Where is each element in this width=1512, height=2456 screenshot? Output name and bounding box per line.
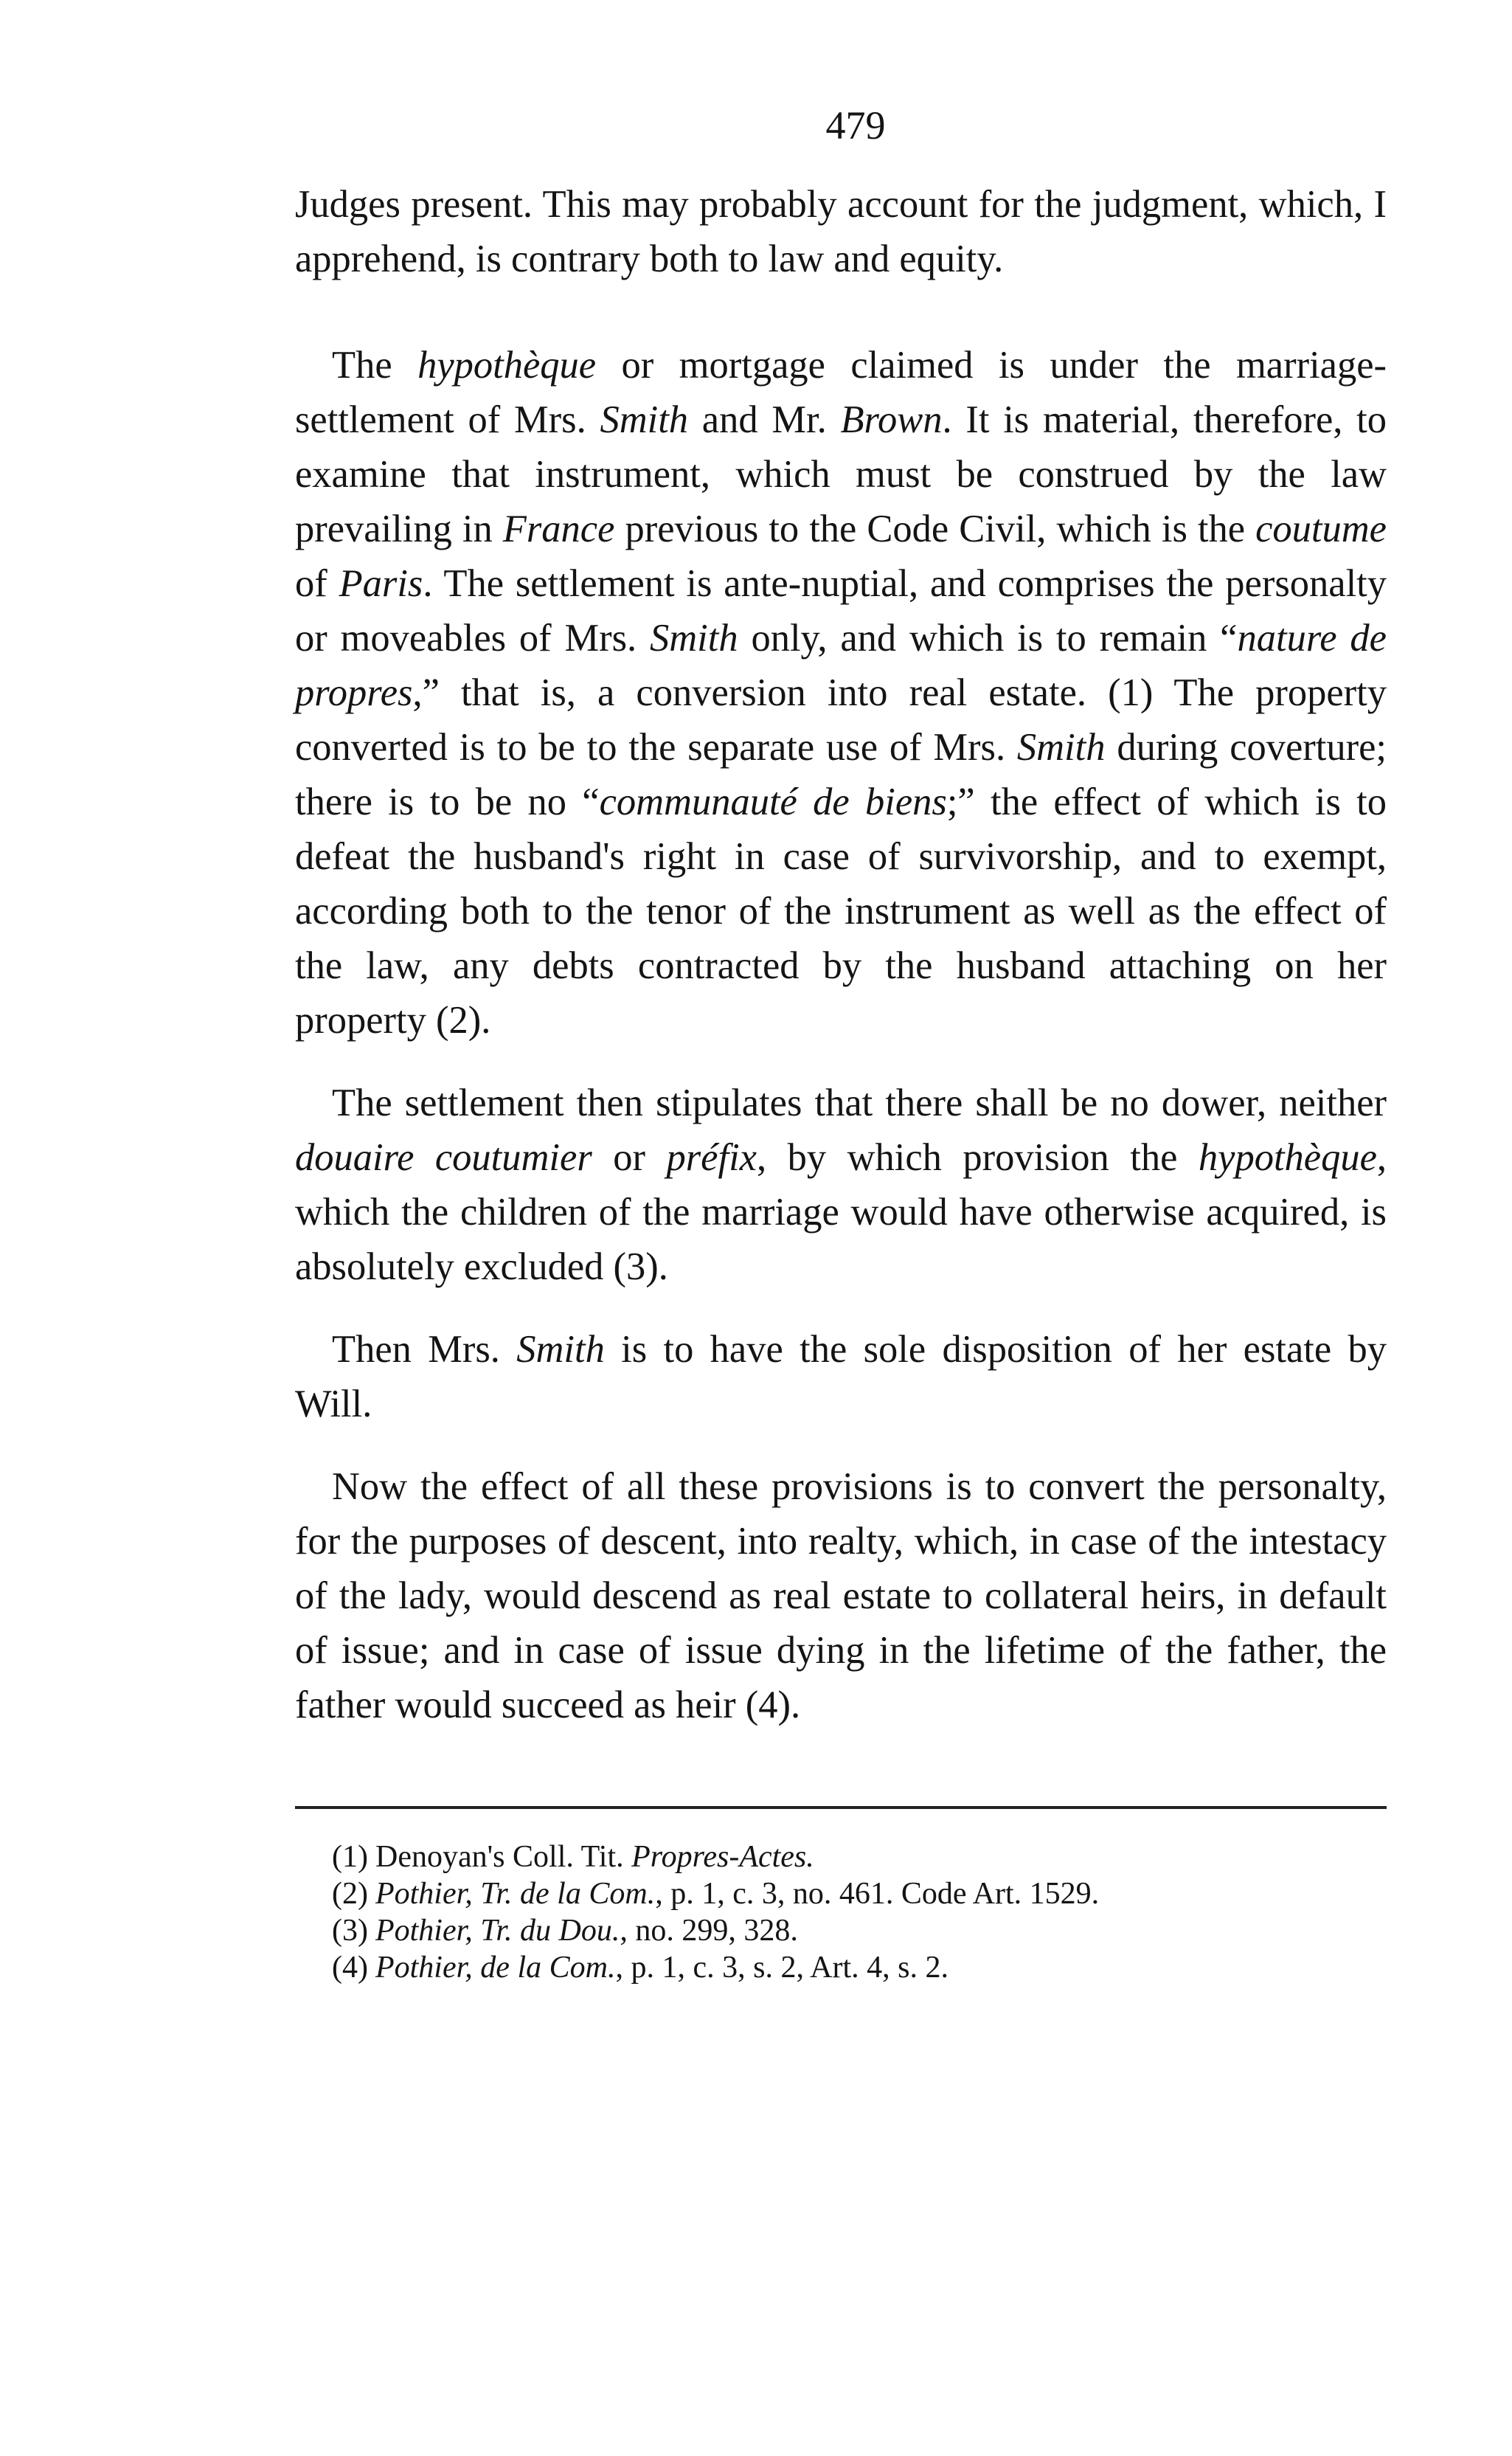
text-run: ;” the effect of which is to defeat the husband's right in case of survivorship, and to exempt, according both to the tenor of the instrument as well as the effect of the law, any debts contracted by the husband attaching on her property (2). xyxy=(295,781,1387,1042)
text-run: Then Mrs. xyxy=(332,1328,517,1371)
italic-text: Smith xyxy=(650,617,738,660)
text-run: , p. 1, c. 3, s. 2, Art. 4, s. 2. xyxy=(615,1951,949,1985)
text-run: , no. 299, 328. xyxy=(620,1914,798,1948)
paragraph xyxy=(295,1322,1387,1431)
paragraph xyxy=(295,1459,1387,1732)
text-run: is to have the sole disposition of her estate by Will. xyxy=(295,1328,1387,1425)
text-run: during coverture; there is to be no “ xyxy=(295,726,1387,823)
italic-text: nature de propres xyxy=(295,617,1387,714)
italic-text: douaire coutumier xyxy=(295,1136,592,1179)
text-run: only, and which is to remain “ xyxy=(738,617,1238,660)
text-run: . It is material, therefore, to examine that instrument, which must be construed by the law prevailing in xyxy=(295,398,1387,550)
text-run: previous to the Code Civil, which is the xyxy=(614,508,1256,550)
paragraph xyxy=(295,1076,1387,1294)
italic-text: hypothèque xyxy=(417,344,597,387)
italic-text: Smith xyxy=(1016,726,1106,769)
italic-text: coutume xyxy=(1255,508,1387,550)
footnote xyxy=(295,1949,1387,1986)
text-run: The settlement then stipulates that there shall be no dower, neither xyxy=(332,1082,1387,1124)
text-run: , which the children of the marriage would have otherwise acquired, is absolutely excluded (3). xyxy=(295,1136,1387,1288)
italic-text: Pothier, de la Com. xyxy=(375,1951,616,1985)
text-run: of xyxy=(295,562,339,605)
footnote xyxy=(295,1912,1387,1949)
italic-text: Propres-Actes. xyxy=(631,1840,814,1874)
italic-text: Pothier, Tr. du Dou. xyxy=(375,1914,620,1948)
italic-text: Smith xyxy=(600,398,689,441)
italic-text: communauté de biens xyxy=(599,781,947,823)
footnote-marker: (2) xyxy=(332,1877,368,1911)
text-run: Denoyan's Coll. Tit. xyxy=(375,1840,632,1874)
page-number: 479 xyxy=(825,103,886,148)
text-run: and Mr. xyxy=(688,398,841,441)
text-run: Now the effect of all these provisions is to convert the personalty, for the purposes of descent, into realty, which, in case of the intestacy of the lady, would descend as real estate to collateral heirs, in default of issue; and in case of issue dying in the lifetime of the father, the father would succeed as heir (4). xyxy=(295,1465,1387,1726)
footnote-marker: (3) xyxy=(332,1914,368,1948)
footnote xyxy=(295,1875,1387,1912)
text-run: ,” that is, a conversion into real estate. (1) The property converted is to be to the separate use of Mrs. xyxy=(295,671,1387,769)
body-text xyxy=(295,177,1387,1732)
footnote-marker: (4) xyxy=(332,1951,368,1985)
paragraph xyxy=(295,177,1387,286)
text-run: , p. 1, c. 3, no. 461. Code Art. 1529. xyxy=(655,1877,1100,1911)
italic-text: France xyxy=(502,508,615,550)
text-run: , by which provision the xyxy=(756,1136,1199,1179)
text-run: or mortgage claimed is under the marriage-settlement of Mrs. xyxy=(295,344,1387,441)
text-run: . The settlement is ante-nuptial, and comprises the personalty or moveables of Mrs. xyxy=(295,562,1387,660)
text-run: Judges present. This may probably account for the judgment, which, I apprehend, is contrary both to law and equity. xyxy=(295,183,1387,280)
italic-text: Brown xyxy=(840,398,943,441)
footnote xyxy=(295,1838,1387,1875)
italic-text: Paris xyxy=(339,562,423,605)
book-page xyxy=(295,103,1387,1986)
footnotes xyxy=(295,1838,1387,1986)
italic-text: hypothèque xyxy=(1198,1136,1377,1179)
italic-text: préfix xyxy=(666,1136,757,1179)
italic-text: Pothier, Tr. de la Com. xyxy=(375,1877,656,1911)
footnote-divider xyxy=(295,1806,1387,1809)
paragraph xyxy=(295,338,1387,1048)
text-run: or xyxy=(592,1136,667,1179)
text-run: The xyxy=(332,344,418,387)
footnote-marker: (1) xyxy=(332,1840,368,1874)
italic-text: Smith xyxy=(516,1328,605,1371)
